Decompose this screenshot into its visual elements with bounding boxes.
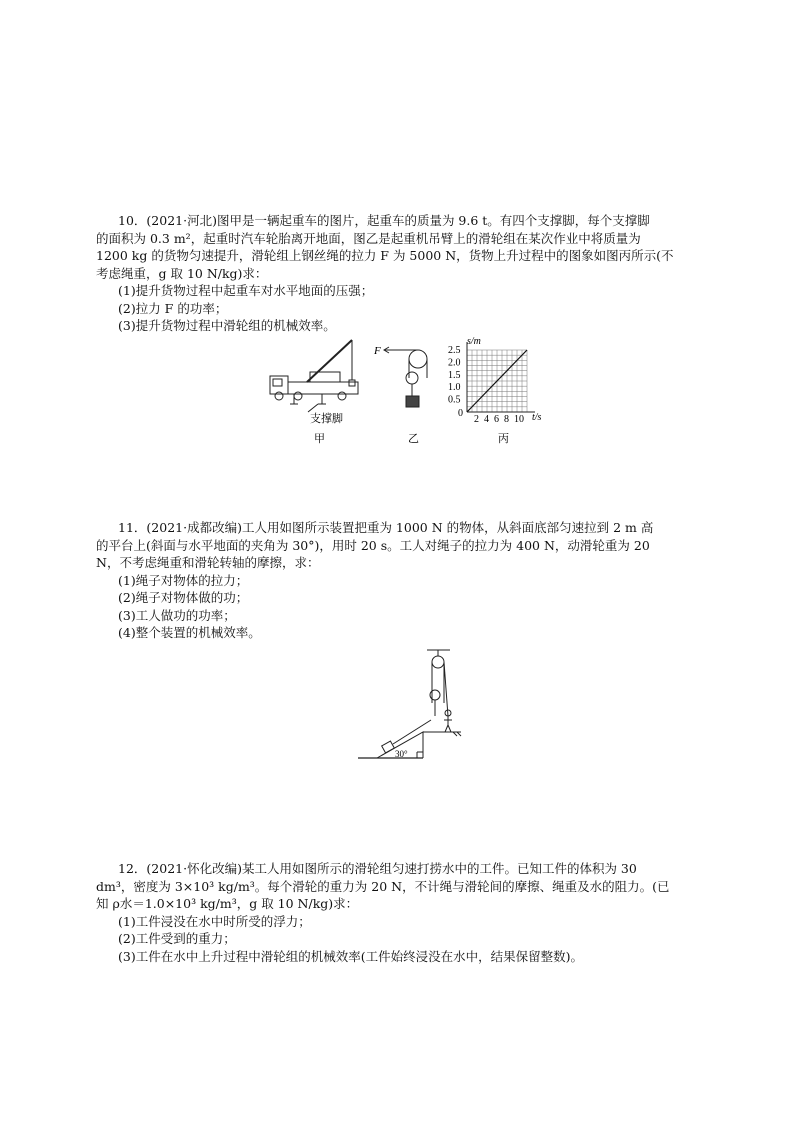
q11-sub-2: (2)绳子对物体做的功； xyxy=(118,590,249,605)
q12-sub-1: (1)工件浸没在水中时所受的浮力； xyxy=(118,913,311,929)
q11-figure xyxy=(355,648,465,763)
q12-source: (2021·怀化改编) xyxy=(146,861,242,876)
caption-bing: 丙 xyxy=(498,433,509,445)
q12-stem-line3: 知 ρ水＝1.0×10³ kg/m³，g 取 10 N/kg)求： xyxy=(96,896,359,911)
q10-stem-line1: 图甲是一辆起重车的图片，起重车的质量为 9.6 t。有四个支撑脚，每个支撑脚 xyxy=(216,213,650,228)
q10-figure xyxy=(262,332,562,447)
caption-yi: 乙 xyxy=(408,433,419,445)
q11-sub-4: (4)整个装置的机械效率。 xyxy=(118,625,261,640)
question-11 xyxy=(96,519,700,642)
caption-jia: 甲 xyxy=(314,433,325,445)
question-10 xyxy=(96,212,700,335)
incline-pulley-illustration xyxy=(358,650,461,758)
graph-xtick: 10 xyxy=(514,414,524,425)
graph-xtick: 2 xyxy=(474,414,479,425)
graph-ytick: 2.5 xyxy=(448,345,461,356)
truck-leg-label: 支撑脚 xyxy=(310,413,343,425)
q10-source: (2021·河北) xyxy=(146,213,217,228)
graph-origin: 0 xyxy=(458,408,463,419)
q11-stem-line2: 的平台上(斜面与水平地面的夹角为 30°)，用时 20 s。工人对绳子的拉力为 400 N，动滑轮重为 20 xyxy=(96,537,650,553)
q12-stem-line1: 某工人用如图所示的滑轮组匀速打捞水中的工件。已知工件的体积为 30 xyxy=(241,861,637,876)
q11-stem-line3: N，不考虑绳重和滑轮转轴的摩擦，求： xyxy=(96,555,320,570)
q10-sub-2: (2)拉力 F 的功率； xyxy=(118,300,228,316)
q11-number: 11． xyxy=(118,520,147,535)
q11-stem xyxy=(96,519,700,537)
q11-sub-3: (3)工人做功的功率； xyxy=(118,607,236,623)
q10-stem xyxy=(96,212,700,230)
q10-sub-3: (3)提升货物过程中滑轮组的机械效率。 xyxy=(118,318,336,333)
graph-ytick: 2.0 xyxy=(448,357,461,369)
question-12 xyxy=(96,860,700,965)
graph-xlabel: t/s xyxy=(532,412,542,423)
q10-sub-1: (1)提升货物过程中起重车对水平地面的压强； xyxy=(118,283,374,298)
q11-stem-line1: 工人用如图所示装置把重为 1000 N 的物体，从斜面底部匀速拉到 2 m 高 xyxy=(241,520,654,535)
q10-stem-line4: 考虑绳重，g 取 10 N/kg)求： xyxy=(96,265,268,281)
q11-sub-1: (1)绳子对物体的拉力； xyxy=(118,572,249,588)
q12-sub-2: (2)工件受到的重力； xyxy=(118,931,236,946)
graph-ytick: 1.5 xyxy=(448,369,461,381)
graph-ytick: 1.0 xyxy=(448,382,461,394)
q12-stem xyxy=(96,860,700,878)
pulley-system-illustration xyxy=(384,347,427,407)
q12-sub-3: (3)工件在水中上升过程中滑轮组的机械效率(工件始终浸没在水中，结果保留整数)。 xyxy=(118,948,583,964)
angle-label: 30° xyxy=(395,749,408,759)
graph-ylabel: s/m xyxy=(467,336,481,347)
q11-source: (2021·成都改编) xyxy=(146,520,242,535)
force-label: F xyxy=(374,345,381,357)
q12-stem-line2: dm³，密度为 3×10³ kg/m³。每个滑轮的重力为 20 N，不计绳与滑轮间的摩擦、绳重及水的阻力。(已 xyxy=(96,878,670,894)
q10-stem-line3: 1200 kg 的货物匀速提升，滑轮组上钢丝绳的拉力 F 为 5000 N，货物上升过程中的图象如图丙所示(不 xyxy=(96,248,674,263)
q12-number: 12． xyxy=(118,861,147,876)
crane-truck-illustration xyxy=(270,340,358,412)
graph-ytick: 0.5 xyxy=(448,394,461,406)
q10-number: 10． xyxy=(118,213,147,228)
graph-xtick: 6 xyxy=(494,414,499,425)
graph-xtick: 8 xyxy=(504,414,509,425)
q10-stem-line2: 的面积为 0.3 m²，起重时汽车轮胎离开地面，图乙是起重机吊臂上的滑轮组在某次作业中将质量为 xyxy=(96,230,641,246)
graph-xtick: 4 xyxy=(484,414,489,425)
